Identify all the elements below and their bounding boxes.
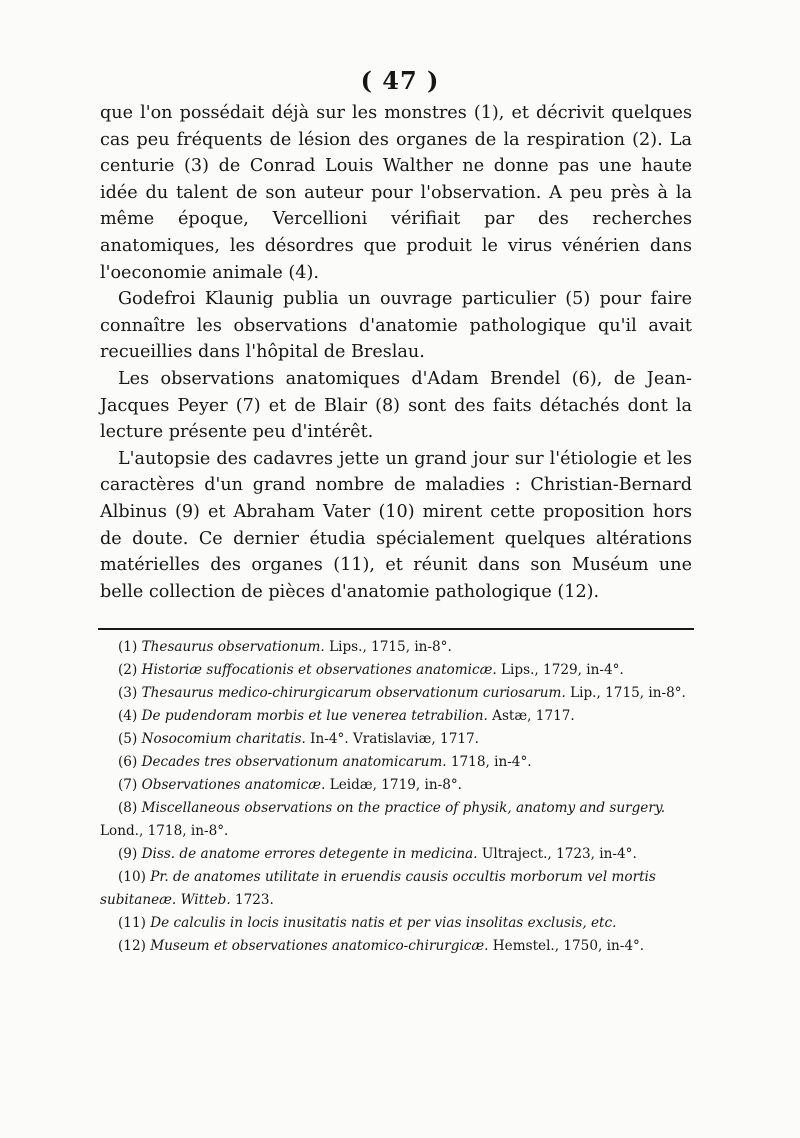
footnote-title: Observationes anatomicæ.: [141, 777, 326, 793]
footnote-details: Lips., 1715, in-8°.: [324, 639, 452, 655]
footnote-number: (5): [118, 731, 138, 747]
page-number: ( 47 ): [360, 66, 440, 95]
footnote-number: (4): [118, 708, 138, 724]
footnote-title: Miscellaneous observations on the practice of physik, anatomy and surgery.: [141, 800, 666, 816]
footnote-details: Lips., 1729, in-4°.: [496, 662, 624, 678]
footnote: [100, 797, 692, 843]
footnote-title: Diss. de anatome errores detegente in medicina.: [141, 846, 478, 862]
footnote-title: Decades tres observationum anatomicarum.: [141, 754, 447, 770]
footnote-number: (10): [118, 869, 146, 885]
footnote-title: De calculis in locis inusitatis natis et per vias insolitas exclusis, etc.: [150, 915, 617, 931]
footnote-title: Nosocomium charitatis.: [141, 731, 306, 747]
footnote: [100, 935, 692, 958]
footnote-title: Thesaurus observationum.: [141, 639, 325, 655]
footnote-title: Historiæ suffocationis et observationes anatomicæ.: [141, 662, 497, 678]
paragraph: Les observations anatomiques d'Adam Brendel (6), de Jean-Jacques Peyer (7) et de Blair (8) sont des faits détachés dont la lecture présente peu d'intérêt.: [100, 368, 692, 443]
paragraph: L'autopsie des cadavres jette un grand jour sur l'étiologie et les caractères d'un grand nombre de maladies : Christian-Bernard Albinus (9) et Abraham Vater (10) mirent cette proposition hors de doute. Ce dernier étudia spécialement quelques altérations matérielles des organes (11), et réunit dans son Muséum une belle collection de pièces d'anatomie pathologique (12).: [100, 448, 692, 602]
footnote-details: 1723.: [230, 892, 274, 908]
footnote: [100, 751, 692, 774]
footnote: [100, 659, 692, 682]
footnote-title: De pudendoram morbis et lue venerea tetrabilion.: [141, 708, 488, 724]
footnote-details: In-4°. Vratislaviæ, 1717.: [305, 731, 479, 747]
footnote: [100, 843, 692, 866]
footnote: [100, 728, 692, 751]
footnote: [100, 636, 692, 659]
footnote-number: (2): [118, 662, 138, 678]
footnote-details: 1718, in-4°.: [446, 754, 532, 770]
footnote: [100, 912, 692, 935]
footnote-number: (3): [118, 685, 138, 701]
footnotes: [100, 636, 692, 958]
footnote-details: Hemstel., 1750, in-4°.: [488, 938, 645, 954]
footnote-number: (11): [118, 915, 146, 931]
footnote-details: Leidæ, 1719, in-8°.: [325, 777, 462, 793]
footnote: [100, 866, 692, 912]
footnote-details: Ultraject., 1723, in-4°.: [477, 846, 637, 862]
footnote-number: (7): [118, 777, 138, 793]
main-text: [100, 100, 692, 605]
footnote-title: Thesaurus medico-chirurgicarum observationum curiosarum.: [141, 685, 566, 701]
paragraph: que l'on possédait déjà sur les monstres (1), et décrivit quelques cas peu fréquents de lésion des organes de la respiration (2). La centurie (3) de Conrad Louis Walther ne donne pas une haute idée du talent de son auteur pour l'observation. A peu près à la même époque, Vercellioni vérifiait par des recherches anatomiques, les désordres que produit le virus vénérien dans l'oeconomie animale (4).: [100, 103, 692, 283]
footnote-number: (12): [118, 938, 146, 954]
footnote-details: Astæ, 1717.: [487, 708, 575, 724]
footnote-number: (8): [118, 800, 138, 816]
footnote-number: (9): [118, 846, 138, 862]
footnote: [100, 774, 692, 797]
footnote: [100, 682, 692, 705]
footnote-number: (6): [118, 754, 138, 770]
footnote-title: Museum et observationes anatomico-chirurgicæ.: [150, 938, 489, 954]
footnote-divider: [98, 628, 694, 630]
paragraph: Godefroi Klaunig publia un ouvrage particulier (5) pour faire connaître les observations d'anatomie pathologique qu'il avait recueillies dans l'hôpital de Breslau.: [100, 289, 692, 363]
footnote-number: (1): [118, 639, 138, 655]
footnote-details: Lip., 1715, in-8°.: [565, 685, 686, 701]
footnote-title: Pr. de anatomes utilitate in eruendis causis occultis morborum vel mortis subitaneæ. Witteb.: [100, 869, 656, 908]
footnote: [100, 705, 692, 728]
footnote-details: Lond., 1718, in-8°.: [100, 823, 229, 839]
